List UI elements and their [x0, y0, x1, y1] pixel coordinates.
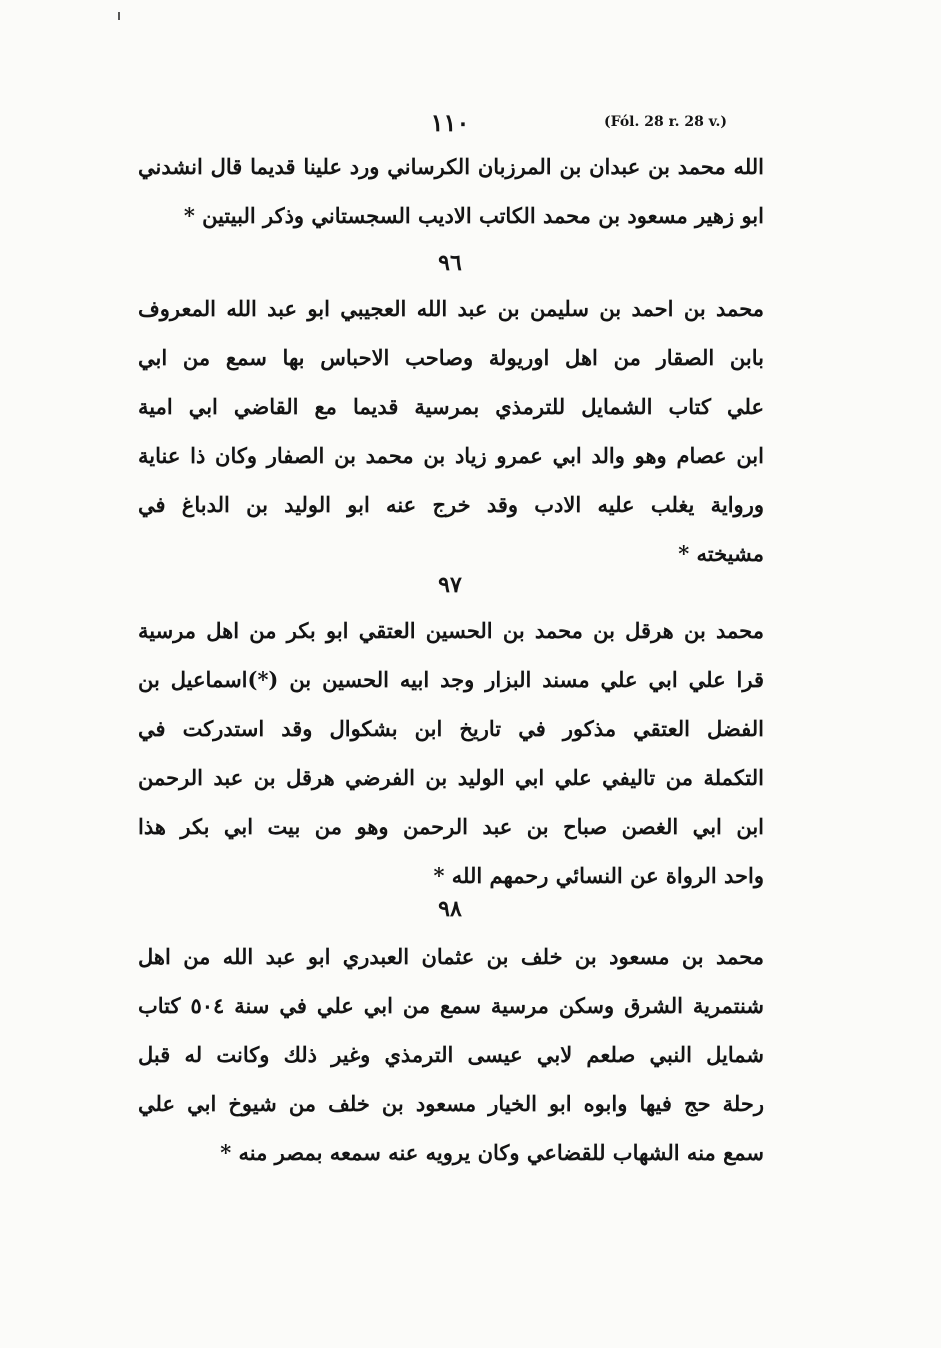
text-line: الفضل العتقي مذكور في تاريخ ابن بشكوال وقد استدركت في	[138, 716, 764, 741]
text-line: شمايل النبي صلعم لابي عيسى الترمذي وغير ذلك وكانت له قبل	[138, 1042, 764, 1067]
page-header	[135, 108, 765, 138]
scan-mark	[118, 12, 120, 20]
text-line: قرا علي ابي علي مسند البزار وجد ابيه الحسين بن (*)اسماعيل بن	[138, 667, 765, 692]
text-line: ابو زهير مسعود بن محمد الكاتب الاديب السجستاني وذكر البيتين *	[183, 203, 764, 228]
text-line: محمد بن احمد بن سليمن بن عبد الله العجيبي ابو عبد الله المعروف	[138, 296, 764, 321]
entry-96-text	[138, 284, 764, 578]
entry-number-97: ٩٧	[438, 572, 462, 598]
text-line: مشيخته *	[678, 541, 764, 566]
text-line: التكملة من تاليفي علي ابي الوليد بن الفرضي هرقل بن عبد الرحمن	[138, 765, 764, 790]
text-line: الله محمد بن عبدان بن المرزبان الكرساني ورد علينا قديما قال انشدني	[138, 154, 764, 179]
entry-number-96: ٩٦	[438, 250, 462, 276]
entry-98-text	[138, 932, 764, 1177]
entry-number-98: ٩٨	[438, 896, 462, 922]
intro-paragraph	[138, 142, 764, 240]
text-line: محمد بن هرقل بن محمد بن الحسين العتقي ابو بكر من اهل مرسية	[138, 618, 764, 643]
text-line: ابن ابي الغصن صباح بن عبد الرحمن وهو من بيت ابي بكر هذا	[138, 814, 764, 839]
text-line: شنتمرية الشرق وسكن مرسية سمع من ابي علي في سنة ٥٠٤ كتاب	[138, 993, 764, 1018]
text-line: محمد بن مسعود بن خلف بن عثمان العبدري ابو عبد الله من اهل	[138, 944, 764, 969]
text-line: علي كتاب الشمايل للترمذي بمرسية قديما مع القاضي ابي امية	[138, 394, 764, 419]
text-line: بابن الصقار من اهل اوريولة وصاحب الاحباس بها سمع من ابي	[138, 345, 764, 370]
text-line: واحد الرواة عن النسائي رحمهم الله *	[433, 863, 764, 888]
entry-97-text	[138, 606, 764, 900]
text-line: ورواية يغلب عليه الادب وقد خرج عنه ابو الوليد بن الدباغ في	[138, 492, 764, 517]
text-line: ابن عصام وهو والد ابي عمرو زياد بن محمد بن الصفار وكان ذا عناية	[138, 443, 764, 468]
page-number: ١١٠	[430, 108, 470, 137]
text-line: رحلة حج فيها وابوه ابو الخيار مسعود بن خلف من شيوخ ابي علي	[138, 1091, 764, 1116]
folio-reference: (Fól. 28 r. 28 v.)	[604, 114, 727, 130]
text-line: سمع منه الشهاب للقضاعي وكان يرويه عنه سمعه بمصر منه *	[220, 1140, 764, 1165]
